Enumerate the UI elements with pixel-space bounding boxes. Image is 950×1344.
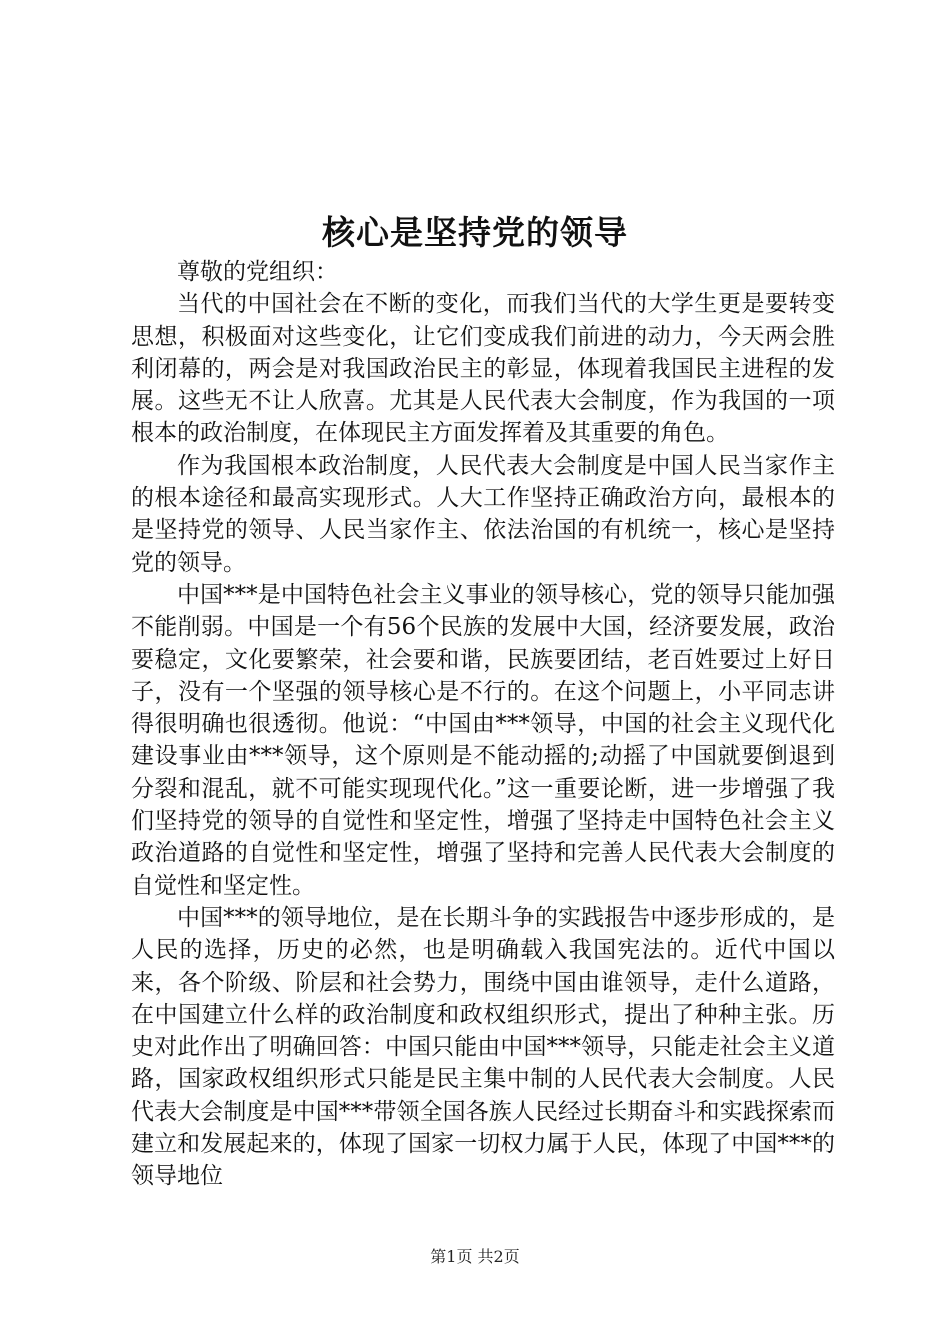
paragraph-3: 中国***是中国特色社会主义事业的领导核心，党的领导只能加强不能削弱。中国是一个有56个民族的发展中大国，经济要发展，政治要稳定，文化要繁荣，社会要和谐，民族要团结，老百姓要过上好日子，没有一个坚强的领导核心是不行的。在这个问题上，小平同志讲得很明确也很透彻。他说：“中国由***领导，中国的社会主义现代化建设事业由***领导，这个原则是不能动摇的;动摇了中国就要倒退到分裂和混乱，就不可能实现现代化。”这一重要论断，进一步增强了我们坚持党的领导的自觉性和坚定性，增强了坚持走中国特色社会主义政治道路的自觉性和坚定性，增强了坚持和完善人民代表大会制度的自觉性和坚定性。	[131, 581, 835, 899]
salutation: 尊敬的党组织：	[177, 259, 338, 285]
paragraph-4: 中国***的领导地位，是在长期斗争的实践报告中逐步形成的，是人民的选择，历史的必然，也是明确载入我国宪法的。近代中国以来，各个阶级、阶层和社会势力，围绕中国由谁领导，走什么道路，在中国建立什么样的政治制度和政权组织形式，提出了种种主张。历史对此作出了明确回答：中国只能由中国***领导，只能走社会主义道路，国家政权组织形式只能是民主集中制的人民代表大会制度。人民代表大会制度是中国***带领全国各族人民经过长期奋斗和实践探索而建立和发展起来的，体现了国家一切权力属于人民，体现了中国***的领导地位	[131, 904, 835, 1190]
page-number-footer: 第1页 共2页	[430, 1247, 520, 1266]
paragraph-2: 作为我国根本政治制度，人民代表大会制度是中国人民当家作主的根本途径和最高实现形式。人大工作坚持正确政治方向，最根本的是坚持党的领导、人民当家作主、依法治国的有机统一，核心是坚持党的领导。	[131, 452, 835, 576]
document-body	[131, 256, 835, 1193]
document-title: 核心是坚持党的领导	[322, 213, 628, 253]
paragraph-1: 当代的中国社会在不断的变化，而我们当代的大学生更是要转变思想，积极面对这些变化，让它们变成我们前进的动力，今天两会胜利闭幕的，两会是对我国政治民主的彰显，体现着我国民主进程的发展。这些无不让人欣喜。尤其是人民代表大会制度，作为我国的一项根本的政治制度，在体现民主方面发挥着及其重要的角色。	[131, 291, 835, 447]
